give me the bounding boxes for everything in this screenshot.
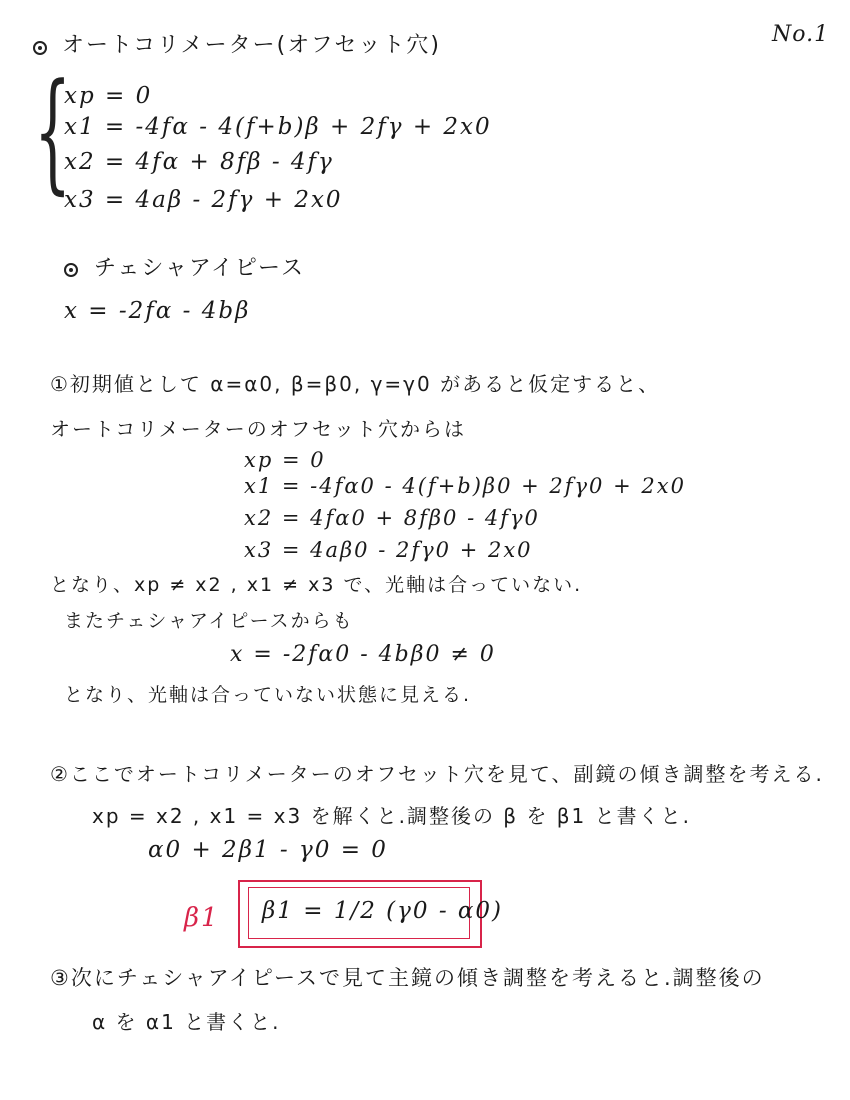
section1-eq-1: xp = 0 xyxy=(64,83,153,109)
system-brace: { xyxy=(34,55,72,207)
step2-boxed-equation: β1 = 1/2 (γ0 - α0) xyxy=(262,898,504,924)
step1-line5: となり、光軸は合っていない状態に見える. xyxy=(64,684,472,706)
step1-line3: となり、xp ≠ x2 , x1 ≠ x3 で、光軸は合っていない. xyxy=(50,574,583,596)
step2-line2: xp = x2 , x1 = x3 を解くと.調整後の β を β1 と書くと. xyxy=(92,804,691,828)
section2-equation: x = -2fα - 4bβ xyxy=(64,298,251,324)
step1-line4: またチェシャアイピースからも xyxy=(64,610,354,632)
step1-eq-1: xp = 0 xyxy=(244,448,326,472)
step1-eq-3: x2 = 4fα0 + 8fβ0 - 4fγ0 xyxy=(244,506,540,530)
step1-equation2: x = -2fα0 - 4bβ0 ≠ 0 xyxy=(230,642,496,667)
step2-equation: α0 + 2β1 - γ0 = 0 xyxy=(148,837,388,863)
section1-eq-2: x1 = -4fα - 4(f+b)β + 2fγ + 2x0 xyxy=(64,114,492,140)
section1-title: オートコリメーター(オフセット穴) xyxy=(62,33,441,58)
section2-title: チェシャアイピース xyxy=(94,256,305,281)
section1-eq-4: x3 = 4aβ - 2fγ + 2x0 xyxy=(64,187,343,213)
step2-line1: ②ここでオートコリメーターのオフセット穴を見て、副鏡の傾き調整を考える. xyxy=(50,762,824,786)
step1-line1: ①初期値として α=α0, β=β0, γ=γ0 があると仮定すると、 xyxy=(50,372,661,396)
step3-line2: α を α1 と書くと. xyxy=(92,1010,281,1034)
section1-eq-3: x2 = 4fα + 8fβ - 4fγ xyxy=(64,149,334,175)
page-number: No.1 xyxy=(772,22,830,47)
step1-eq-4: x3 = 4aβ0 - 2fγ0 + 2x0 xyxy=(244,538,533,562)
step3-line1: ③次にチェシャアイピースで見て主鏡の傾き調整を考えると.調整後の xyxy=(50,966,765,990)
step1-eq-2: x1 = -4fα0 - 4(f+b)β0 + 2fγ0 + 2x0 xyxy=(244,474,686,498)
bullet-icon xyxy=(64,262,78,281)
step1-line2: オートコリメーターのオフセット穴からは xyxy=(50,417,466,441)
step2-red-label: β1 xyxy=(184,903,220,933)
